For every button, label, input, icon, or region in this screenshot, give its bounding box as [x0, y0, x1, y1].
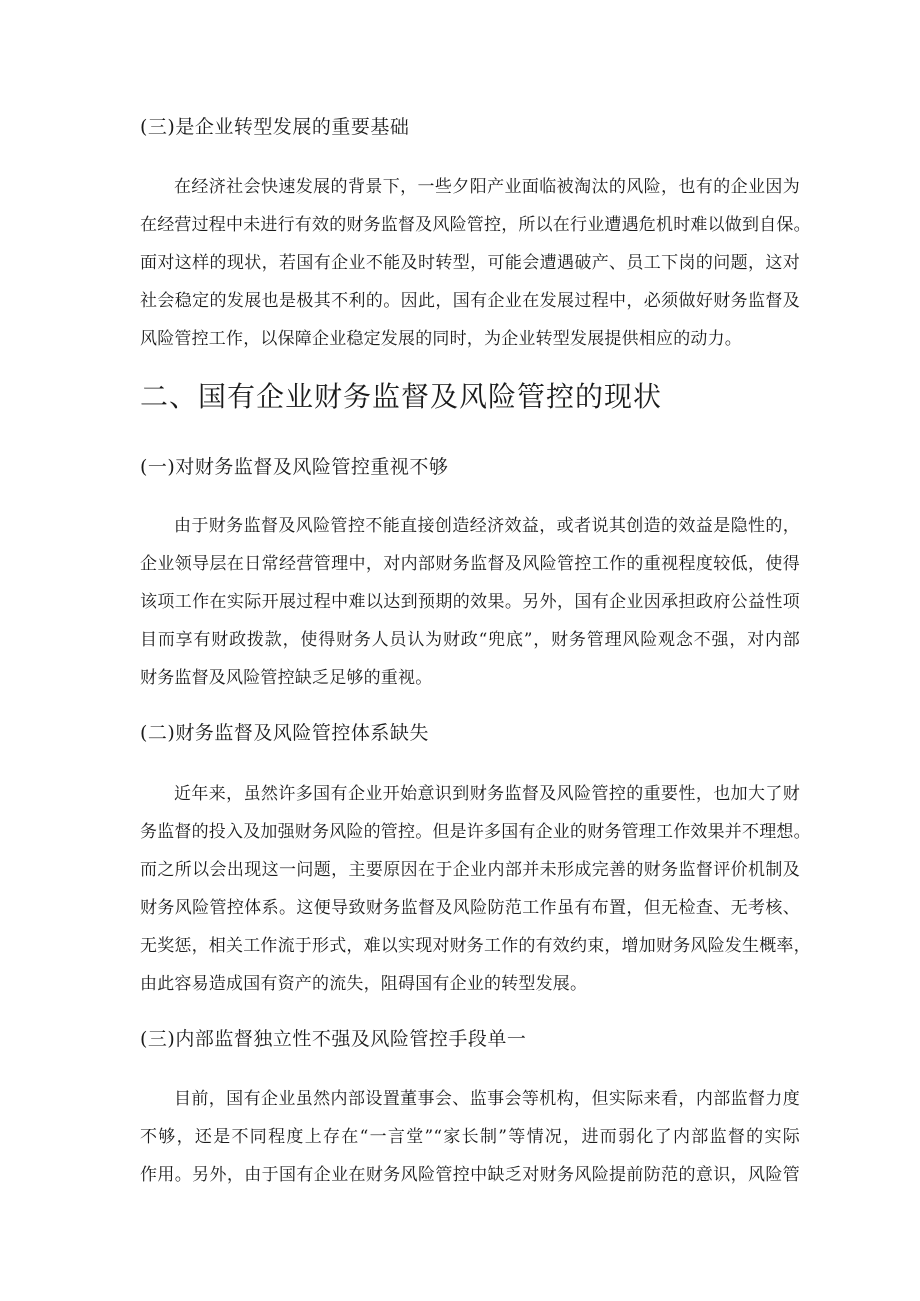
- paragraph-line: 目而享有财政拨款，使得财务人员认为财政“兜底”，财务管理风险观念不强，对内部: [140, 630, 800, 650]
- paragraph-1: [140, 168, 811, 358]
- paragraph-line: 近年来，虽然许多国有企业开始意识到财务监督及风险管控的重要性，也加大了财: [174, 784, 800, 804]
- paragraph-line: 而之所以会出现这一问题，主要原因在于企业内部并未形成完善的财务监督评价机制及: [140, 860, 800, 880]
- subsection-heading-1: (一)对财务监督及风险管控重视不够: [140, 456, 449, 478]
- paragraph-line: 由此容易造成国有资产的流失，阻碍国有企业的转型发展。: [140, 974, 588, 994]
- paragraph-line: 该项工作在实际开展过程中难以达到预期的效果。另外，国有企业因承担政府公益性项: [140, 592, 800, 612]
- subsection-heading-2: (二)财务监督及风险管控体系缺失: [140, 722, 429, 744]
- paragraph-line: 企业领导层在日常经营管理中，对内部财务监督及风险管控工作的重视程度较低，使得: [140, 554, 800, 574]
- section-heading-2: 二、国有企业财务监督及风险管控的现状: [140, 380, 663, 413]
- paragraph-line: 务监督的投入及加强财务风险的管控。但是许多国有企业的财务管理工作效果并不理想。: [140, 822, 811, 842]
- paragraph-line: 目前，国有企业虽然内部设置董事会、监事会等机构，但实际来看，内部监督力度: [174, 1089, 800, 1109]
- paragraph-line: 无奖惩，相关工作流于形式，难以实现对财务工作的有效约束，增加财务风险发生概率，: [140, 936, 811, 956]
- paragraph-line: 财务监督及风险管控缺乏足够的重视。: [140, 668, 433, 688]
- section-heading-3: (三)是企业转型发展的重要基础: [140, 116, 410, 138]
- paragraph-line: 不够，还是不同程度上存在“一言堂”“家长制”等情况，进而弱化了内部监督的实际: [140, 1127, 800, 1147]
- paragraph-line: 财务风险管控体系。这便导致财务监督及风险防范工作虽有布置，但无检查、无考核、: [140, 898, 800, 918]
- subsection-heading-3: (三)内部监督独立性不强及风险管控手段单一: [140, 1028, 527, 1050]
- paragraph-line: 在经济社会快速发展的背景下，一些夕阳产业面临被淘汰的风险，也有的企业因为: [174, 177, 800, 197]
- paragraph-line: 作用。另外，由于国有企业在财务风险管控中缺乏对财务风险提前防范的意识，风险管: [140, 1165, 800, 1185]
- paragraph-line: 面对这样的现状，若国有企业不能及时转型，可能会遭遇破产、员工下岗的问题，这对: [140, 253, 800, 273]
- paragraph-line: 在经营过程中未进行有效的财务监督及风险管控，所以在行业遭遇危机时难以做到自保。: [140, 215, 811, 235]
- paragraph-line: 风险管控工作，以保障企业稳定发展的同时，为企业转型发展提供相应的动力。: [140, 329, 742, 349]
- paragraph-2: [140, 507, 800, 697]
- paragraph-line: 由于财务监督及风险管控不能直接创造经济效益，或者说其创造的效益是隐性的，: [174, 516, 800, 536]
- paragraph-4: [140, 1080, 800, 1194]
- paragraph-line: 社会稳定的发展也是极其不利的。因此，国有企业在发展过程中，必须做好财务监督及: [140, 291, 800, 311]
- paragraph-3: [140, 775, 811, 1003]
